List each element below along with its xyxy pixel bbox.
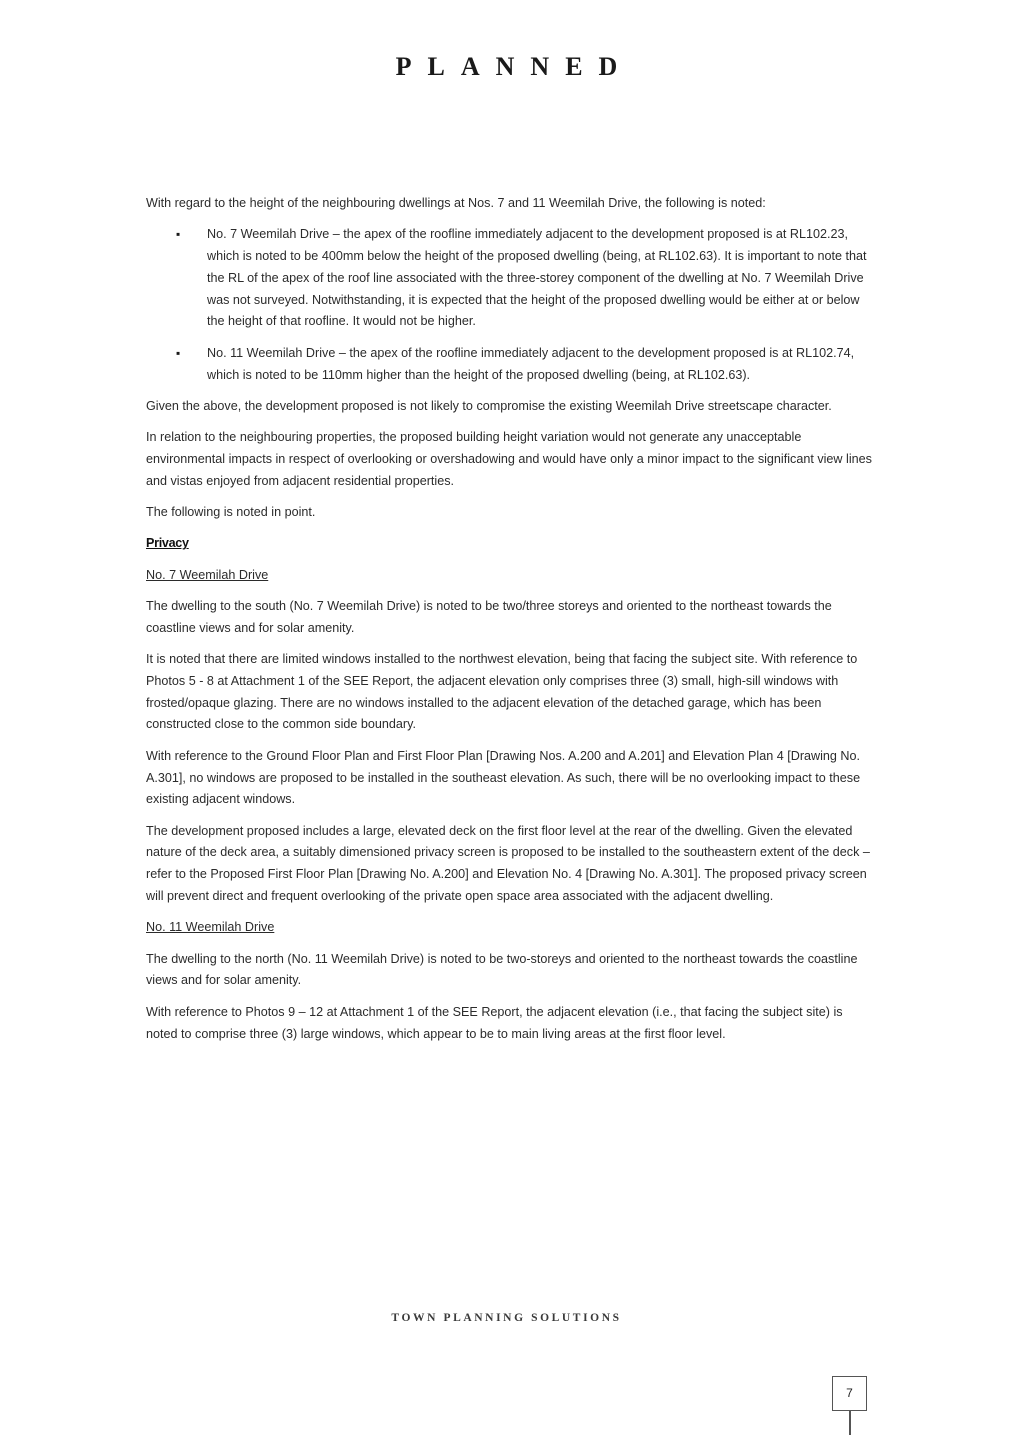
bullet-text-no7: No. 7 Weemilah Drive – the apex of the roofline immediately adjacent to the development proposed is at RL102.23, which is noted to be 400mm below the height of the proposed dwelling (being, at RL102.63). It is important to note that the RL of the apex of the roof line associated with the three-storey component of the dwelling at No. 7 Weemilah Drive was not surveyed. Notwithstanding, it is expected that the height of the proposed dwelling would be either at or below the height of that roofline. It would not be higher. — [207, 227, 867, 329]
bullet-icon: ▪ — [176, 345, 181, 360]
given-paragraph: Given the above, the development proposed is not likely to compromise the existing Weemilah Drive streetscape character. — [146, 398, 832, 413]
privacy-heading — [146, 533, 874, 555]
no11-paragraph-1: The dwelling to the north (No. 11 Weemilah Drive) is noted to be two-storeys and oriented to the northeast towards the coastline views and for solar amenity. — [146, 951, 858, 988]
no7-paragraph-4: The development proposed includes a large, elevated deck on the first floor level at the rear of the dwelling. Given the elevated nature of the deck area, a suitably dimensioned privacy screen is proposed to be installed to the southeastern extent of the deck – refer to the Proposed First Floor Plan [Drawing No. A.200] and Elevation No. 4 [Drawing No. A.301]. The proposed privacy screen will prevent direct and frequent overlooking of the private open space area associated with the adjacent dwelling. — [146, 823, 870, 904]
page-number: 7 — [832, 1376, 867, 1411]
height-bullet-list — [146, 224, 874, 386]
bullet-icon: ▪ — [176, 227, 181, 242]
following-paragraph: The following is noted in point. — [146, 505, 316, 520]
bullet-item-no7 — [146, 224, 874, 333]
no11-heading — [146, 917, 874, 939]
intro-paragraph: With regard to the height of the neighbouring dwellings at Nos. 7 and 11 Weemilah Drive, the following is noted: — [146, 196, 766, 210]
no7-heading-text: No. 7 Weemilah Drive — [146, 567, 269, 582]
no7-paragraph-1: The dwelling to the south (No. 7 Weemilah Drive) is noted to be two/three storeys and oriented to the northeast towards the coastline views and for solar amenity. — [146, 598, 832, 635]
no7-paragraph-2: It is noted that there are limited windows installed to the northwest elevation, being that facing the subject site. With reference to Photos 5 - 8 at Attachment 1 of the SEE Report, the adjacent elevation only comprises three (3) small, high-sill windows with frosted/opaque glazing. There are no windows installed to the adjacent elevation of the detached garage, which has been constructed close to the common side boundary. — [146, 652, 858, 732]
no7-heading — [146, 565, 874, 587]
document-body — [146, 193, 874, 1055]
page-number-tick — [849, 1411, 851, 1435]
no11-paragraph-2: With reference to Photos 9 – 12 at Attachment 1 of the SEE Report, the adjacent elevation (i.e., that facing the subject site) is noted to comprise three (3) large windows, which appear to be to main living areas at the first floor level. — [146, 1004, 843, 1041]
brand-header: PLANNED — [395, 52, 634, 81]
privacy-heading-text: Privacy — [146, 536, 189, 551]
bullet-text-no11: No. 11 Weemilah Drive – the apex of the roofline immediately adjacent to the development proposed is at RL102.74, which is noted to be 110mm higher than the height of the proposed dwelling (being, at RL102.63). — [207, 345, 855, 382]
no7-paragraph-3: With reference to the Ground Floor Plan and First Floor Plan [Drawing Nos. A.200 and A.201] and Elevation Plan 4 [Drawing No. A.301], no windows are proposed to be installed in the southeast elevation. As such, there will be no overlooking impact to these existing adjacent windows. — [146, 748, 861, 807]
relation-paragraph: In relation to the neighbouring properties, the proposed building height variation would not generate any unacceptable environmental impacts in respect of overlooking or overshadowing and would have only a minor impact to the significant view lines and vistas enjoyed from adjacent residential properties. — [146, 430, 872, 488]
no11-heading-text: No. 11 Weemilah Drive — [146, 920, 275, 935]
bullet-item-no11 — [146, 343, 874, 387]
footer-company: TOWN PLANNING SOLUTIONS — [391, 1312, 622, 1324]
